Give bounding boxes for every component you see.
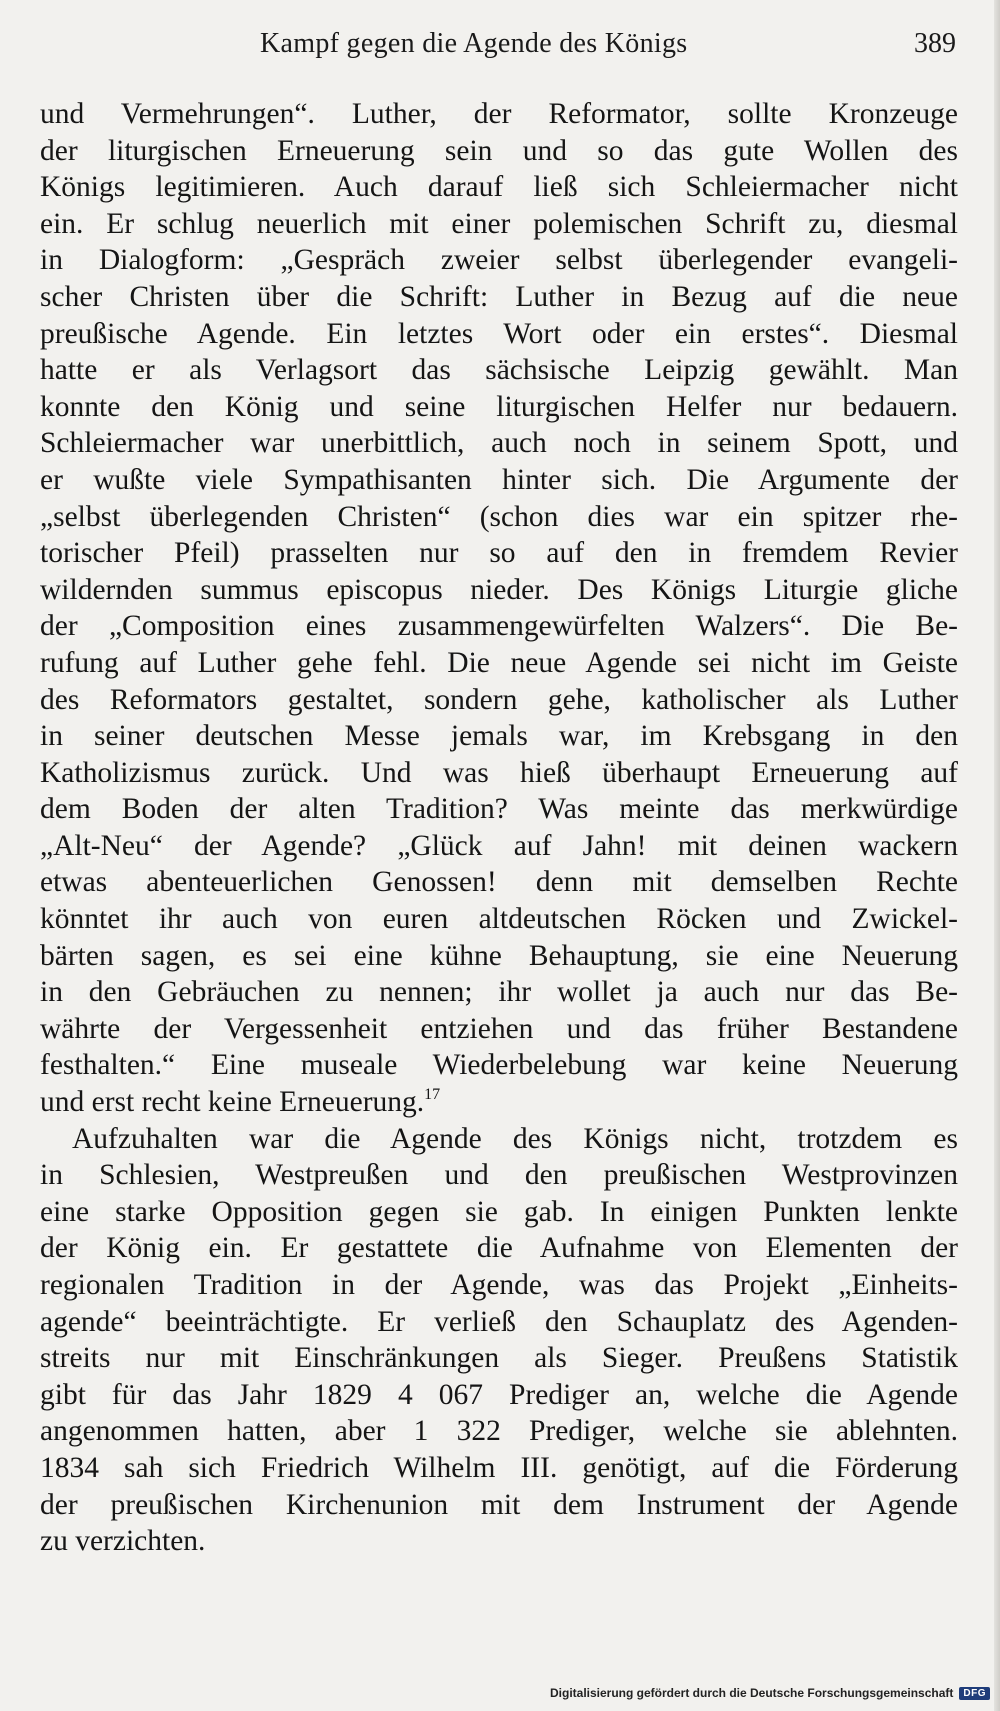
page-header bbox=[40, 28, 958, 68]
paragraph-2 bbox=[40, 1121, 958, 1560]
text-line: der liturgischen Erneuerung sein und so das gute Wollen des bbox=[40, 134, 958, 167]
text-line: eine starke Opposition gegen sie gab. In einigen Punkten lenkte bbox=[40, 1195, 958, 1228]
text-line: in Dialogform: „Gespräch zweier selbst überlegender evangeli- bbox=[40, 244, 958, 277]
text-line: ein. Er schlug neuerlich mit einer polemischen Schrift zu, diesmal bbox=[40, 207, 958, 240]
text-line: preußische Agende. Ein letztes Wort oder ein erstes“. Diesmal bbox=[40, 317, 958, 350]
text-line-last bbox=[40, 1084, 958, 1121]
text-line-last: zu verzichten. bbox=[40, 1525, 206, 1558]
page-number: 389 bbox=[914, 28, 956, 59]
text-line: des Reformators gestaltet, sondern gehe, katholischer als Luther bbox=[40, 683, 958, 716]
text-line: hatte er als Verlagsort das sächsische Leipzig gewählt. Man bbox=[40, 354, 958, 387]
text-line: der preußischen Kirchenunion mit dem Instrument der Agende bbox=[40, 1488, 958, 1521]
text-line: währte der Vergessenheit entziehen und das früher Bestandene bbox=[40, 1012, 958, 1045]
text-line: streits nur mit Einschränkungen als Sieger. Preußens Statistik bbox=[40, 1342, 958, 1375]
text-line: „Alt-Neu“ der Agende? „Glück auf Jahn! mit deinen wackern bbox=[40, 829, 958, 862]
text-line: bärten sagen, es sei eine kühne Behauptung, sie eine Neuerung bbox=[40, 939, 958, 972]
text-line: Schleiermacher war unerbittlich, auch noch in seinem Spott, und bbox=[40, 427, 958, 460]
text-line: in den Gebräuchen zu nennen; ihr wollet ja auch nur das Be- bbox=[40, 976, 958, 1009]
dfg-logo: DFG bbox=[959, 1687, 990, 1700]
text-line: er wußte viele Sympathisanten hinter sich. Die Argumente der bbox=[40, 463, 958, 496]
text-line: Katholizismus zurück. Und was hieß überhaupt Erneuerung auf bbox=[40, 756, 958, 789]
text-line: etwas abenteuerlichen Genossen! denn mit demselben Rechte bbox=[40, 866, 958, 899]
text-line: konnte den König und seine liturgischen Helfer nur bedauern. bbox=[40, 390, 958, 423]
footer-credit: Digitalisierung gefördert durch die Deutsche Forschungsgemeinschaft bbox=[549, 1686, 954, 1700]
text-line: der „Composition eines zusammengewürfelten Walzers“. Die Be- bbox=[40, 610, 958, 643]
footnote-reference: 17 bbox=[424, 1086, 441, 1104]
text-line: 1834 sah sich Friedrich Wilhelm III. genötigt, auf die Förderung bbox=[40, 1451, 958, 1484]
text-line: scher Christen über die Schrift: Luther in Bezug auf die neue bbox=[40, 280, 958, 313]
text-line: könntet ihr auch von euren altdeutschen Röcken und Zwickel- bbox=[40, 903, 958, 936]
body-text bbox=[40, 96, 958, 1560]
text-line: und Vermehrungen“. Luther, der Reformator, sollte Kronzeuge bbox=[40, 98, 958, 130]
text-line: „selbst überlegenden Christen“ (schon dies war ein spitzer rhe- bbox=[40, 500, 958, 533]
text-line: agende“ beeinträchtigte. Er verließ den Schauplatz des Agenden- bbox=[40, 1305, 958, 1338]
text-line-indented: Aufzuhalten war die Agende des Königs nicht, trotzdem es bbox=[72, 1122, 958, 1155]
text-line-content: und erst recht keine Erneuerung. bbox=[40, 1086, 425, 1119]
text-line: der König ein. Er gestattete die Aufnahme von Elementen der bbox=[40, 1232, 958, 1265]
text-line: gibt für das Jahr 1829 4 067 Prediger an, welche die Agende bbox=[40, 1378, 958, 1411]
scan-edge bbox=[994, 0, 1000, 1711]
text-line: Königs legitimieren. Auch darauf ließ sich Schleiermacher nicht bbox=[40, 171, 958, 204]
paragraph-1 bbox=[40, 96, 958, 1121]
text-line: dem Boden der alten Tradition? Was meinte das merkwürdige bbox=[40, 793, 958, 826]
text-line: in Schlesien, Westpreußen und den preußischen Westprovinzen bbox=[40, 1159, 958, 1192]
text-line: torischer Pfeil) prasselten nur so auf den in fremdem Revier bbox=[40, 537, 958, 570]
running-title: Kampf gegen die Agende des Königs bbox=[260, 28, 688, 59]
text-line: rufung auf Luther gehe fehl. Die neue Agende sei nicht im Geiste bbox=[40, 646, 958, 679]
text-line: angenommen hatten, aber 1 322 Prediger, welche sie ablehnten. bbox=[40, 1415, 958, 1448]
text-line: in seiner deutschen Messe jemals war, im Krebsgang in den bbox=[40, 720, 958, 753]
text-line: regionalen Tradition in der Agende, was das Projekt „Einheits- bbox=[40, 1269, 958, 1301]
text-line: festhalten.“ Eine museale Wiederbelebung war keine Neuerung bbox=[40, 1049, 958, 1082]
text-line: wildernden summus episcopus nieder. Des Königs Liturgie gliche bbox=[40, 573, 958, 606]
digitization-footer bbox=[550, 1683, 990, 1703]
